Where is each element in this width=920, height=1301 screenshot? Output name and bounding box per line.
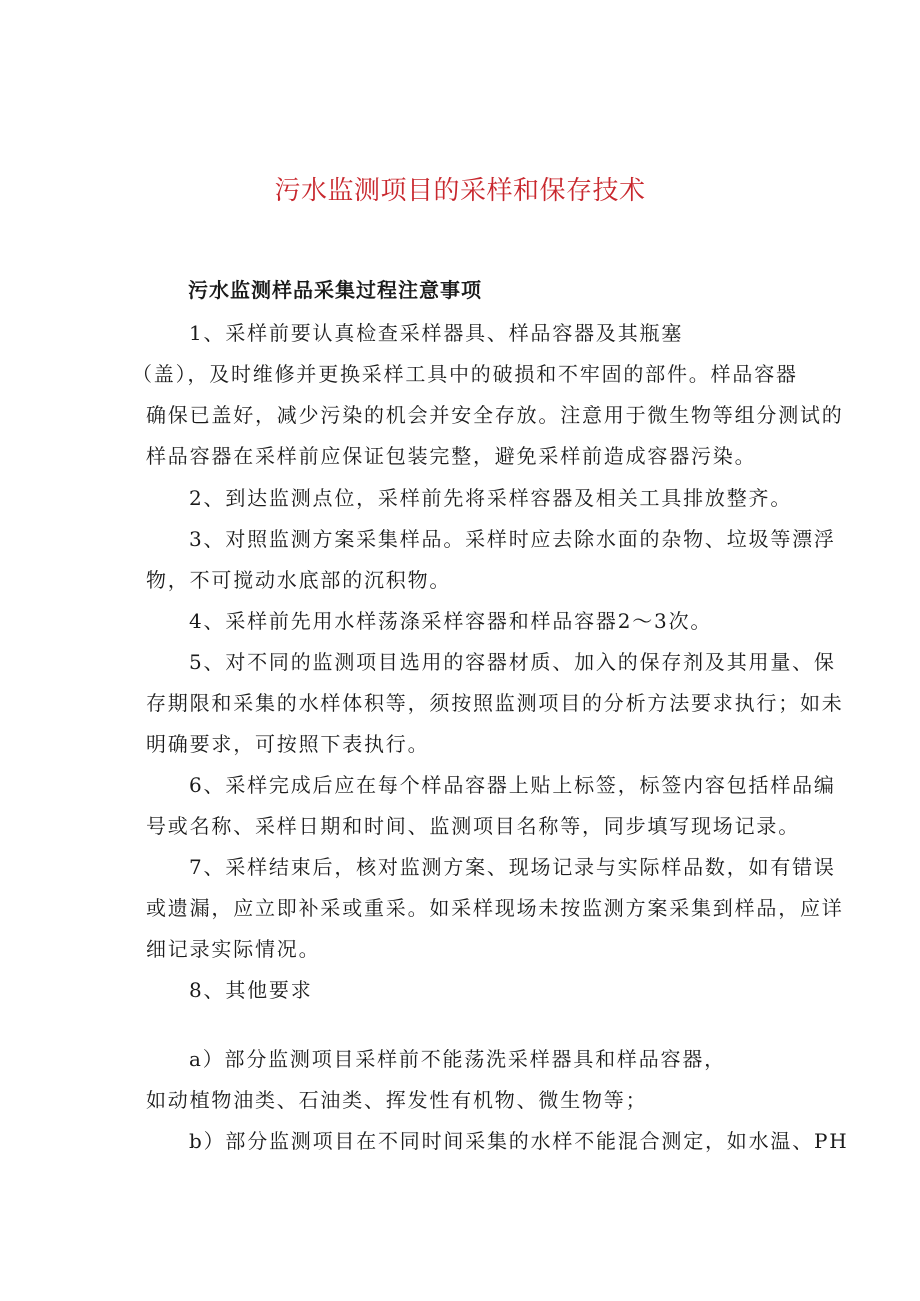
paragraph-line: （盖），及时维修并更换采样工具中的破损和不牢固的部件。样品容器 [132, 362, 798, 386]
section-heading: 污水监测样品采集过程注意事项 [188, 278, 482, 302]
paragraph-line: 8、其他要求 [189, 978, 313, 1002]
paragraph-line: 样品容器在采样前应保证包装完整，避免采样前造成容器污染。 [146, 444, 757, 468]
paragraph-2 [146, 478, 836, 519]
paragraph-3 [146, 519, 836, 601]
paragraph-8 [146, 970, 836, 1011]
paragraph-line: 1、采样前要认真检查采样器具、样品容器及其瓶塞 [189, 321, 684, 345]
paragraph-line: 或遗漏，应立即补采或重采。如采样现场未按监测方案采集到样品，应详 [146, 896, 844, 920]
paragraph-4 [146, 601, 836, 642]
paragraph-line: a）部分监测项目采样前不能荡洗采样器具和样品容器， [189, 1047, 726, 1071]
document-title: 污水监测项目的采样和保存技术 [274, 176, 646, 206]
paragraph-line: 3、对照监测方案采集样品。采样时应去除水面的杂物、垃圾等漂浮 [189, 527, 836, 551]
paragraph-line: 7、采样结束后，核对监测方案、现场记录与实际样品数，如有错误 [189, 855, 836, 879]
paragraph-5 [146, 642, 844, 765]
paragraph-line: 存期限和采集的水样体积等，须按照监测项目的分析方法要求执行；如未 [146, 691, 844, 715]
subitem-a [146, 1039, 836, 1121]
paragraph-line: 确保已盖好，减少污染的机会并安全存放。注意用于微生物等组分测试的 [146, 403, 844, 427]
paragraph-6 [146, 765, 836, 847]
paragraph-line: 号或名称、采样日期和时间、监测项目名称等，同步填写现场记录。 [146, 814, 800, 838]
paragraph-line: 明确要求，可按照下表执行。 [146, 732, 430, 756]
paragraph-line: 4、采样前先用水样荡涤采样容器和样品容器2～3次。 [189, 609, 713, 633]
paragraph-line: 细记录实际情况。 [146, 937, 321, 961]
paragraph-line: 物，不可搅动水底部的沉积物。 [146, 568, 452, 592]
paragraph-1 [132, 313, 844, 477]
paragraph-line: 2、到达监测点位，采样前先将采样容器及相关工具排放整齐。 [189, 486, 793, 510]
paragraph-line: 如动植物油类、石油类、挥发性有机物、微生物等； [146, 1088, 648, 1112]
paragraph-line: 5、对不同的监测项目选用的容器材质、加入的保存剂及其用量、保 [189, 650, 836, 674]
paragraph-7 [146, 847, 844, 970]
subitem-b [146, 1121, 849, 1162]
paragraph-line: 6、采样完成后应在每个样品容器上贴上标签，标签内容包括样品编 [189, 773, 836, 797]
paragraph-line: b）部分监测项目在不同时间采集的水样不能混合测定，如水温、PH [189, 1129, 849, 1153]
